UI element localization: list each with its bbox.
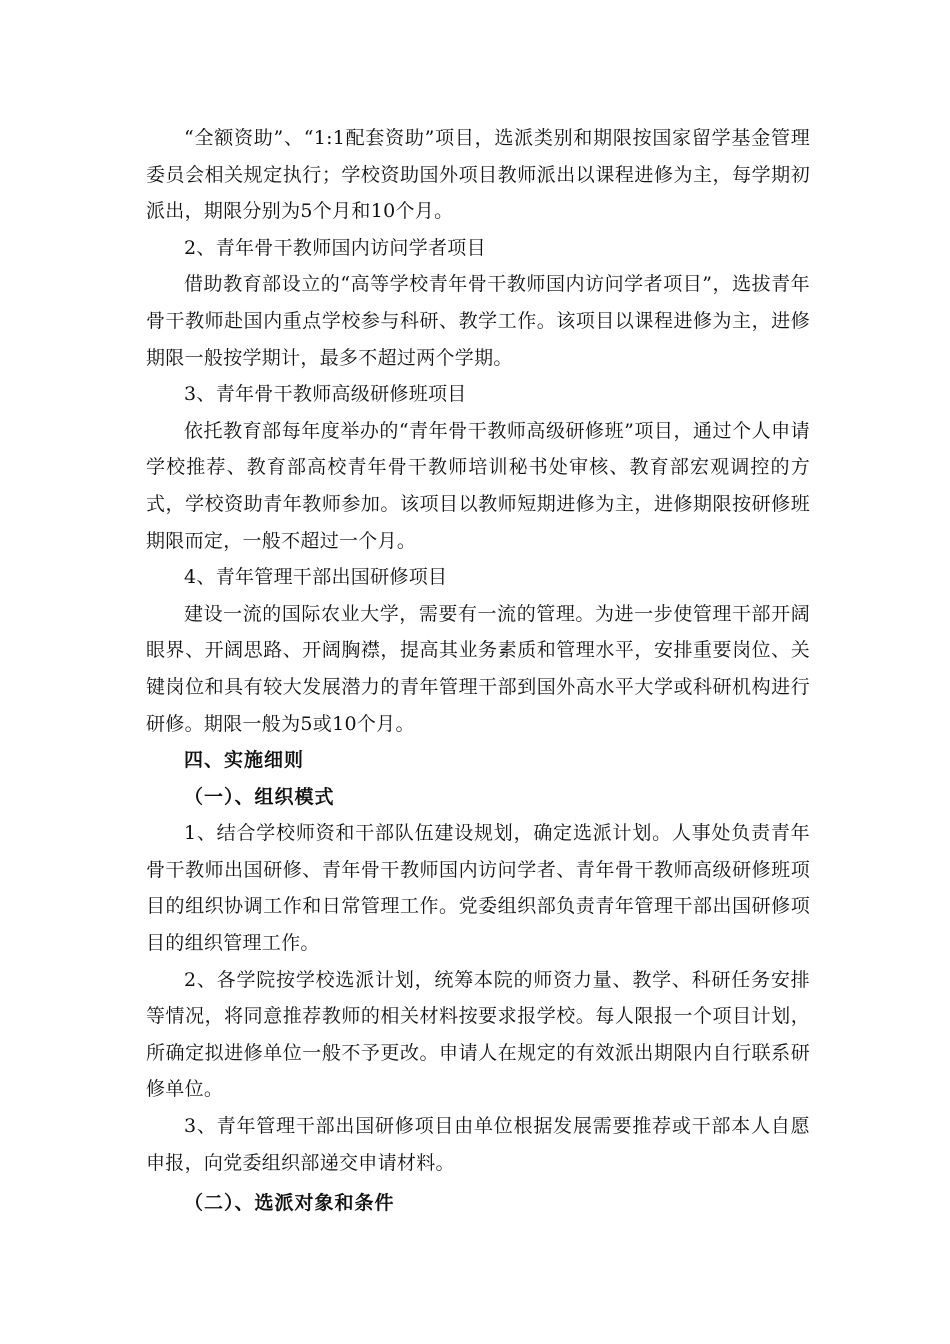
section-heading-implementation-rules: 四、实施细则 bbox=[184, 749, 305, 772]
subsection-heading-selection-criteria: （二）、选派对象和条件 bbox=[184, 1192, 395, 1215]
document-body bbox=[146, 120, 810, 1222]
item-heading-domestic-visiting-scholar: 2、青年骨干教师国内访问学者项目 bbox=[184, 236, 486, 259]
paragraph-organization-3: 3、青年管理干部出国研修项目由单位根据发展需要推荐或干部本人自愿申报，向党委组织部递交申请材料。 bbox=[146, 1115, 810, 1174]
paragraph-domestic-visiting-scholar: 借助教育部设立的“高等学校青年骨干教师国内访问学者项目”，选拔青年骨干教师赴国内重点学校参与科研、教学工作。该项目以课程进修为主，进修期限一般按学期计，最多不超过两个学期。 bbox=[146, 273, 810, 369]
paragraph-management-cadre-abroad: 建设一流的国际农业大学，需要有一流的管理。为进一步使管理干部开阔眼界、开阔思路、开阔胸襟，提高其业务素质和管理水平，安排重要岗位、关键岗位和具有较大发展潜力的青年管理干部到国外高水平大学或科研机构进行研修。期限一般为5或10个月。 bbox=[146, 602, 810, 735]
paragraph-organization-1: 1、结合学校师资和干部队伍建设规划，确定选派计划。人事处负责青年骨干教师出国研修、青年骨干教师国内访问学者、青年骨干教师高级研修班项目的组织协调工作和日常管理工作。党委组织部负责青年管理干部出国研修项目的组织管理工作。 bbox=[146, 822, 810, 955]
paragraph-organization-2: 2、各学院按学校选派计划，统筹本院的师资力量、教学、科研任务安排等情况，将同意推荐教师的相关材料按要求报学校。每人限报一个项目计划，所确定拟进修单位一般不予更改。申请人在规定的有效派出期限内自行联系研修单位。 bbox=[146, 968, 810, 1101]
paragraph-advanced-seminar: 依托教育部每年度举办的“青年骨干教师高级研修班”项目，通过个人申请学校推荐、教育部高校青年骨干教师培训秘书处审核、教育部宏观调控的方式，学校资助青年教师参加。该项目以教师短期进修为主，进修期限按研修班期限而定，一般不超过一个月。 bbox=[146, 419, 810, 552]
item-heading-management-cadre-abroad: 4、青年管理干部出国研修项目 bbox=[184, 566, 448, 589]
paragraph-funding-types: “全额资助”、“1:1配套资助”项目，选派类别和期限按国家留学基金管理委员会相关规定执行；学校资助国外项目教师派出以课程进修为主，每学期初派出，期限分别为5个月和10个月。 bbox=[146, 127, 810, 223]
item-heading-advanced-seminar: 3、青年骨干教师高级研修班项目 bbox=[184, 383, 467, 406]
subsection-heading-organization-mode: （一）、组织模式 bbox=[184, 785, 335, 808]
